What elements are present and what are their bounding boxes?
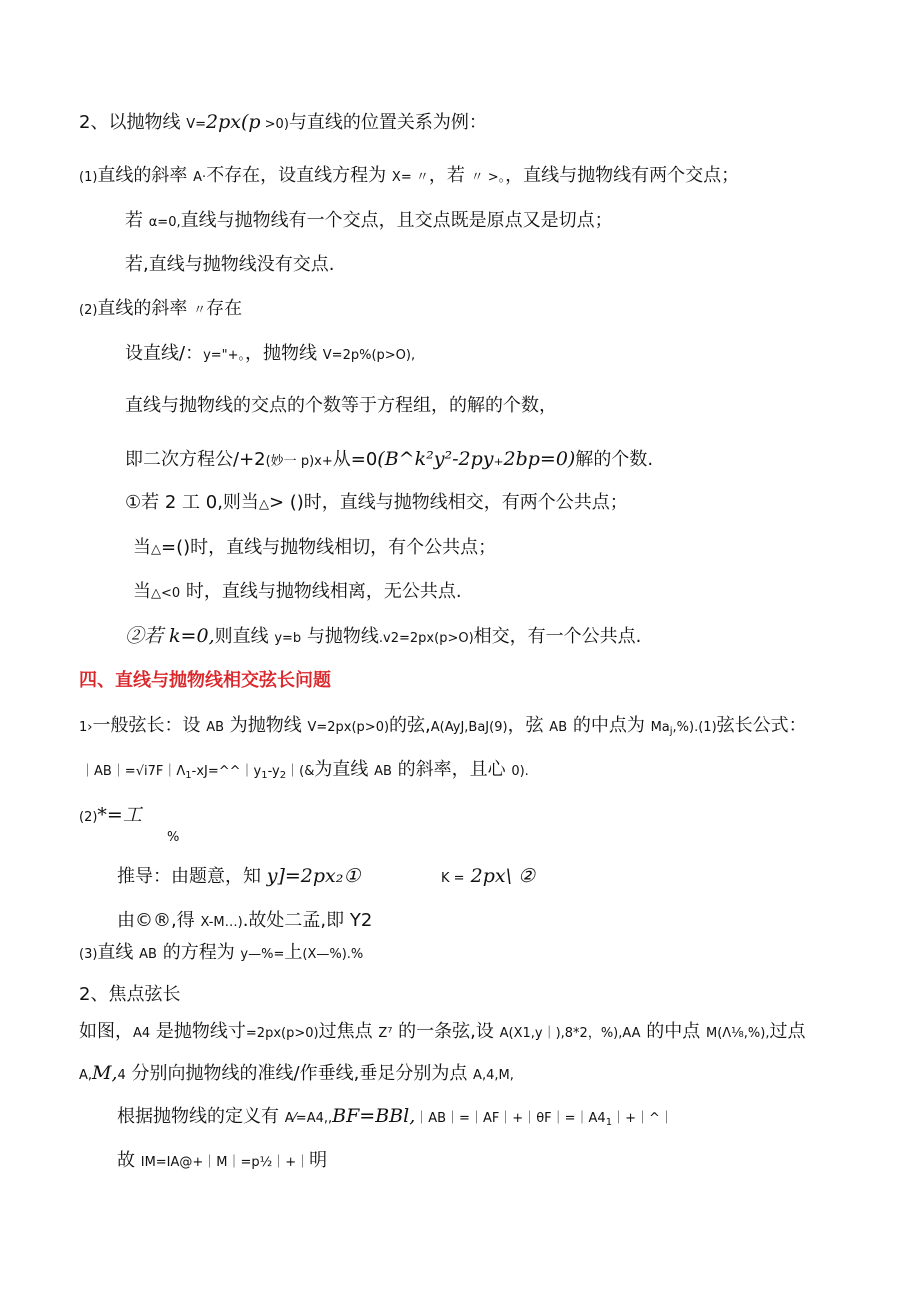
line-slope-denominator: % <box>167 830 180 845</box>
line-general-chord: 1›一般弦长：设 AB 为抛物线 V=2px(p>0)的弦,A(AyJ,BaJ(9)，弦 AB 的中点为 $Ma_j,\%).(1)$弦长公式： <box>79 715 807 737</box>
line-derivation-second: K = 2px\ ② <box>441 865 536 887</box>
line-case-delta-negative: 当△<0 时，直线与抛物线相离，无公共点. <box>133 581 462 602</box>
line-conclusion: 故 IM=IA@+｜M｜=p½｜+｜明 <box>117 1150 328 1171</box>
line-set-line: 设直线/：y="+。，抛物线 V=2p%(p>O), <box>125 343 416 364</box>
line-no-intersection: 若,直线与抛物线没有交点. <box>125 254 335 275</box>
line-case-slope-undefined: (1)直线的斜率 A·不存在，设直线方程为 X= 〃，若 〃 >。，直线与抛物线有两个交点； <box>79 165 740 186</box>
line-case-k-zero: ②若 k=0,则直线 y=b 与抛物线.v2=2px(p>O)相交，有一个公共点. <box>125 625 642 647</box>
line-quadratic: 即二次方程公/+2(妙一 p)x+从=0(B^k²y²-2py₊2bp=0)解的个数. <box>125 448 654 470</box>
line-slope-formula: (2)*=工 <box>79 804 142 826</box>
line-definition: 根据抛物线的定义有 $A⁄=A4,,BF=BBl,|AB|=|AF|+|\theta F|=|A4_1|+|\^{}|$ <box>117 1105 673 1128</box>
line-case-delta-positive: ①若 2 工 0,则当△> ()时，直线与抛物线相交，有两个公共点； <box>125 492 628 513</box>
line-line-equation: (3)直线 AB 的方程为 y—%=上(X—%).% <box>79 942 364 963</box>
line-case-delta-zero: 当△=()时，直线与抛物线相切，有个公共点； <box>133 537 497 558</box>
line-chord-formula: $|AB|=√i7F|\Lambda_1-xJ=\^{}\^{}|y_1-y_2|(\&$为直线 AB 的斜率，且心 0). <box>81 759 529 781</box>
line-perpendiculars: A,M,4 分别向抛物线的准线/作垂线,垂足分别为点 A,4,M, <box>79 1062 514 1084</box>
line-parabola-intro: 2、以抛物线 V=2px(p >0)与直线的位置关系为例： <box>79 111 487 133</box>
line-focal-chord-setup: 如图，A4 是抛物线寸=2px(p>0)过焦点 Z⁷ 的一条弦,设 A(X1,y｜),8*2，%),AA 的中点 M(Λ⅛,%),过点 <box>79 1021 806 1042</box>
subheading-focal-chord: 2、焦点弦长 <box>79 984 181 1005</box>
line-intersection-count: 直线与抛物线的交点的个数等于方程组，的解的个数， <box>125 395 557 416</box>
line-derivation-result: 由©®,得 X-M…).故处二孟,即 Y2 <box>117 910 373 931</box>
section-heading-chord-length: 四、直线与抛物线相交弦长问题 <box>79 670 331 691</box>
line-case-slope-exists: (2)直线的斜率 〃存在 <box>79 298 243 319</box>
line-derivation: 推导：由题意，知 y]=2px₂① <box>117 865 361 887</box>
line-alpha-zero: 若 α=0,直线与抛物线有一个交点，且交点既是原点又是切点； <box>125 210 613 231</box>
